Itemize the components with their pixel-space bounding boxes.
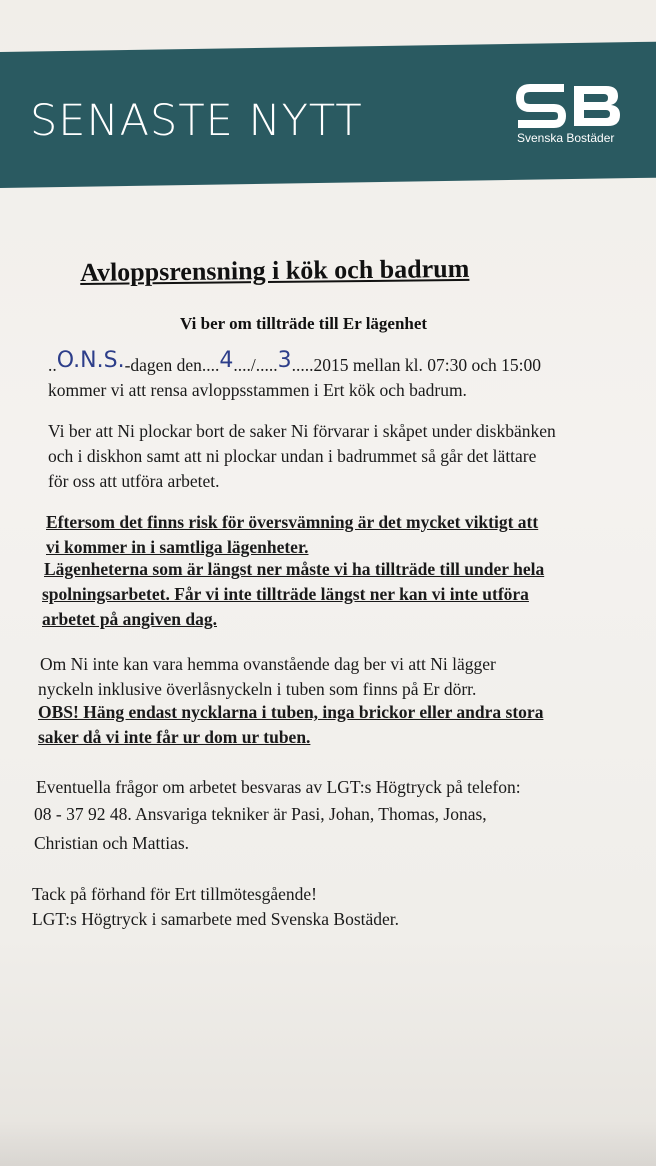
- warning-line: Eftersom det finns risk för översvämning är det mycket viktigt att: [46, 512, 539, 532]
- closing-line: LGT:s Högtryck i samarbete med Svenska Bostäder.: [32, 909, 400, 929]
- contact-line: Eventuella frågor om arbetet besvaras av LGT:s Högtryck på telefon:: [36, 777, 521, 797]
- warning-line: Lägenheterna som är längst ner måste vi ha tillträde till under hela: [44, 559, 545, 579]
- handwritten-month: 3: [277, 348, 292, 373]
- date-dots-2: ....: [201, 355, 220, 375]
- handwritten-day: 4: [219, 348, 234, 373]
- body-line: kommer vi att rensa avloppsstammen i Ert kök och badrum.: [48, 380, 467, 400]
- date-text-dagen: -dagen den: [124, 355, 202, 375]
- date-dots-1: ..: [48, 355, 57, 375]
- body-line: och i diskhon samt att ni plockar undan i badrummet så går det lättare: [48, 446, 537, 466]
- contact-line: Christian och Mattias.: [34, 833, 190, 853]
- handwritten-weekday: O.N.S.: [56, 348, 125, 373]
- body-line: nyckeln inklusive överlåsnyckeln i tuben som finns på Er dörr.: [38, 679, 477, 699]
- obs-line: saker då vi inte får ur dom ur tuben.: [38, 727, 311, 747]
- warning-line: arbetet på angiven dag.: [42, 609, 217, 629]
- paper-bottom-shadow: [0, 1120, 656, 1166]
- date-text-time: .....2015 mellan kl. 07:30 och 15:00: [291, 355, 541, 375]
- warning-line: vi kommer in i samtliga lägenheter.: [46, 537, 309, 557]
- warning-line: spolningsarbetet. Får vi inte tillträde längst ner kan vi inte utföra: [42, 584, 529, 604]
- logo-text: Svenska Bostäder: [517, 131, 615, 145]
- header-title: SENASTE NYTT: [30, 96, 363, 146]
- date-line: [48, 348, 541, 377]
- contact-line: 08 - 37 92 48. Ansvariga tekniker är Pasi, Johan, Thomas, Jonas,: [34, 804, 487, 824]
- obs-line: OBS! Häng endast nycklarna i tuben, inga brickor eller andra stora: [38, 702, 544, 722]
- date-dots-3: ..../.....: [233, 355, 278, 375]
- body-line: Om Ni inte kan vara hemma ovanstående dag ber vi att Ni lägger: [40, 654, 496, 674]
- closing-line: Tack på förhand för Ert tillmötesgående!: [32, 884, 317, 904]
- body-line: Vi ber att Ni plockar bort de saker Ni förvarar i skåpet under diskbänken: [48, 421, 556, 441]
- body-line: för oss att utföra arbetet.: [48, 471, 220, 491]
- notice-subtitle: Vi ber om tillträde till Er lägenhet: [180, 314, 428, 333]
- notice-title: Avloppsrensning i kök och badrum: [80, 253, 470, 287]
